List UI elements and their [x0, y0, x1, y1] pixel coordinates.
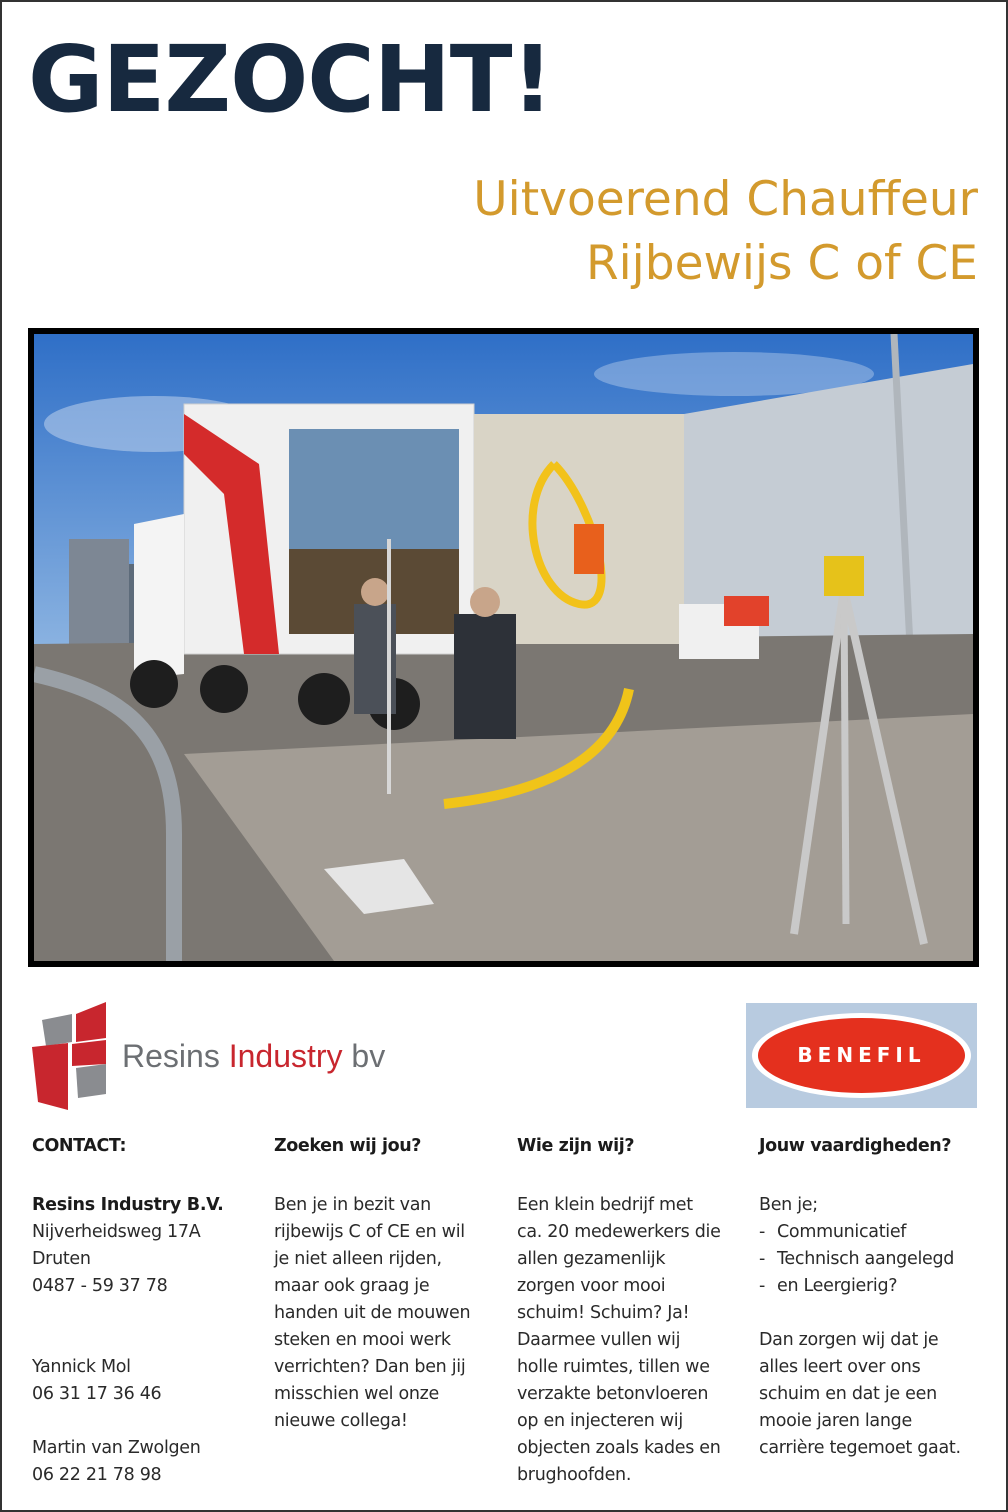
zoeken-line: maar ook graag je: [274, 1276, 430, 1296]
headline: GEZOCHT!: [28, 26, 553, 133]
wie-line: holle ruimtes, tillen we: [517, 1357, 710, 1377]
zoeken-line: je niet alleen rijden,: [274, 1249, 442, 1269]
zoeken-line: verrichten? Dan ben jij: [274, 1357, 466, 1377]
wie-line: brughoofden.: [517, 1465, 632, 1485]
zoeken-line: steken en mooi werk: [274, 1330, 451, 1350]
zoeken-line: nieuwe collega!: [274, 1411, 408, 1431]
wie-heading: Wie zijn wij?: [517, 1136, 635, 1156]
vaardigheden-outro-line: mooie jaren lange: [759, 1411, 912, 1431]
vaardigheden-intro: Ben je;: [759, 1195, 818, 1215]
vaardigheden-outro-line: schuim en dat je een: [759, 1384, 937, 1404]
contact-person-1-name: Yannick Mol: [32, 1357, 131, 1377]
skill-item: - Communicatief: [759, 1219, 999, 1246]
company-name: Resins Industry B.V.: [32, 1195, 224, 1215]
wie-line: zorgen voor mooi: [517, 1276, 666, 1296]
contact-person-2-name: Martin van Zwolgen: [32, 1438, 201, 1458]
vaardigheden-outro-line: alles leert over ons: [759, 1357, 921, 1377]
job-title: Uitvoerend Chauffeur: [473, 172, 978, 227]
zoeken-line: misschien wel onze: [274, 1384, 439, 1404]
vaardigheden-outro-line: carrière tegemoet gaat.: [759, 1438, 961, 1458]
contact-column: [32, 1136, 272, 1489]
photo-illustration: [34, 334, 973, 961]
license-requirement: Rijbewijs C of CE: [585, 236, 978, 291]
vaardigheden-column: [759, 1136, 999, 1462]
wie-line: verzakte betonvloeren: [517, 1384, 709, 1404]
wie-line: Een klein bedrijf met: [517, 1195, 693, 1215]
resins-logo-text: [122, 1038, 385, 1075]
resins-logo-mark-icon: [32, 1002, 112, 1110]
company-phone: 0487 - 59 37 78: [32, 1276, 168, 1296]
skills-list: [759, 1219, 999, 1300]
skill-item: - en Leergierig?: [759, 1273, 999, 1300]
zoeken-line: rijbewijs C of CE en wil: [274, 1222, 465, 1242]
vaardigheden-heading: Jouw vaardigheden?: [759, 1136, 952, 1156]
company-city: Druten: [32, 1249, 91, 1269]
contact-heading: CONTACT:: [32, 1136, 127, 1156]
wie-column: [517, 1136, 757, 1489]
vaardigheden-outro-line: Dan zorgen wij dat je: [759, 1330, 939, 1350]
wie-line: allen gezamenlijk: [517, 1249, 666, 1269]
zoeken-line: handen uit de mouwen: [274, 1303, 471, 1323]
bv-logo-word: bv: [342, 1038, 386, 1074]
industry-logo-word: Industry: [228, 1038, 343, 1074]
resins-industry-logo: [32, 1002, 432, 1110]
wie-line: schuim! Schuim? Ja!: [517, 1303, 690, 1323]
zoeken-column: [274, 1136, 514, 1435]
skill-item: - Technisch aangelegd: [759, 1246, 999, 1273]
wie-line: objecten zoals kades en: [517, 1438, 721, 1458]
company-street: Nijverheidsweg 17A: [32, 1222, 201, 1242]
benefil-logo-text: BENEFIL: [797, 1043, 926, 1067]
work-photo: [28, 328, 979, 967]
contact-person-2-phone: 06 22 21 78 98: [32, 1465, 162, 1485]
contact-person-1-phone: 06 31 17 36 46: [32, 1384, 162, 1404]
zoeken-heading: Zoeken wij jou?: [274, 1136, 422, 1156]
job-subtitle: [473, 168, 978, 296]
wie-line: ca. 20 medewerkers die: [517, 1222, 721, 1242]
zoeken-line: Ben je in bezit van: [274, 1195, 431, 1215]
resins-logo-word: Resins: [122, 1038, 229, 1074]
benefil-logo: [746, 1003, 977, 1108]
wie-line: op en injecteren wij: [517, 1411, 683, 1431]
wie-line: Daarmee vullen wij: [517, 1330, 681, 1350]
